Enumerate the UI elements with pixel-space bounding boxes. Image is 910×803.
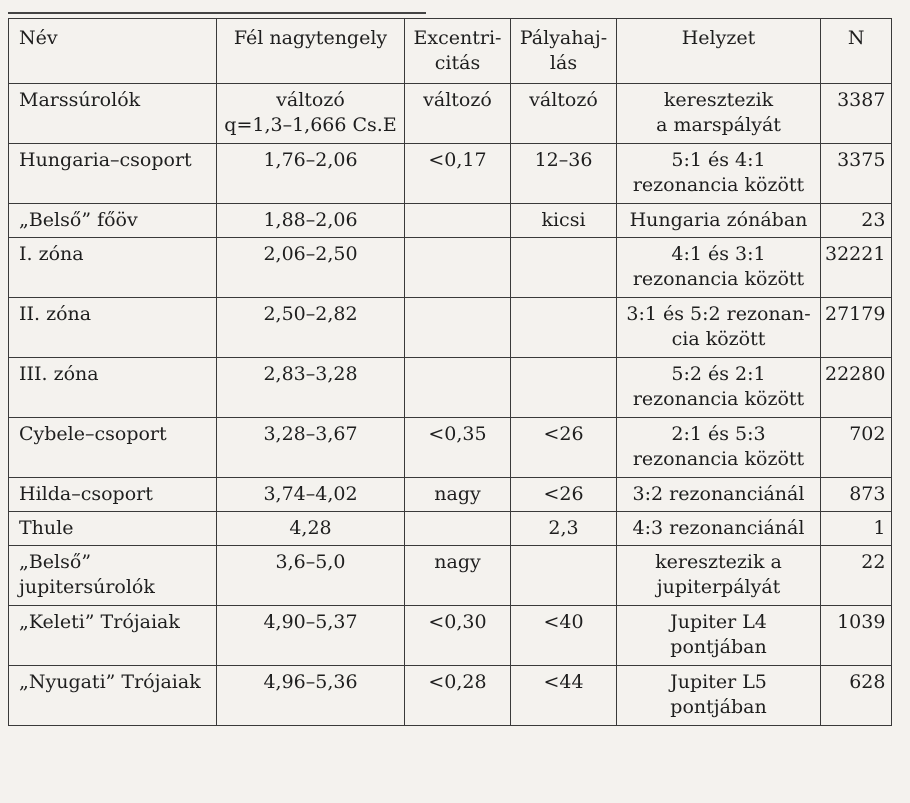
cell-semi-major-axis: 1,76–2,06: [217, 144, 405, 204]
cell-position: keresztezik a jupiterpályát: [617, 546, 821, 606]
cell-position: 3:1 és 5:2 rezonan- cia között: [617, 298, 821, 358]
header-name: Név: [9, 19, 217, 84]
asteroid-groups-table: [8, 18, 892, 726]
table-row: [9, 204, 892, 238]
cell-inclination: <26: [511, 418, 617, 478]
cell-inclination: <26: [511, 478, 617, 512]
cell-eccentricity: <0,17: [405, 144, 511, 204]
table-row: [9, 418, 892, 478]
cell-position: keresztezik a marspályát: [617, 84, 821, 144]
cell-eccentricity: [405, 512, 511, 546]
cell-position: 4:1 és 3:1 rezonancia között: [617, 238, 821, 298]
cell-name: Marssúrolók: [9, 84, 217, 144]
table-row: [9, 512, 892, 546]
cell-semi-major-axis: 2,83–3,28: [217, 358, 405, 418]
header-semi-major-axis: Fél nagytengely: [217, 19, 405, 84]
cell-semi-major-axis: 1,88–2,06: [217, 204, 405, 238]
cell-semi-major-axis: 2,50–2,82: [217, 298, 405, 358]
cell-name: „Belső” főöv: [9, 204, 217, 238]
cell-count: 32221: [821, 238, 892, 298]
cell-name: Thule: [9, 512, 217, 546]
table-row: [9, 478, 892, 512]
cell-position: 5:1 és 4:1 rezonancia között: [617, 144, 821, 204]
cell-inclination: [511, 238, 617, 298]
cell-name: II. zóna: [9, 298, 217, 358]
cell-eccentricity: <0,30: [405, 606, 511, 666]
cell-count: 1: [821, 512, 892, 546]
cell-eccentricity: [405, 204, 511, 238]
table-row: [9, 144, 892, 204]
top-rule: [8, 12, 426, 14]
cell-name: Hilda–csoport: [9, 478, 217, 512]
cell-eccentricity: [405, 358, 511, 418]
cell-semi-major-axis: 4,28: [217, 512, 405, 546]
cell-inclination: kicsi: [511, 204, 617, 238]
header-row: [9, 19, 892, 84]
cell-semi-major-axis: változó q=1,3–1,666 Cs.E: [217, 84, 405, 144]
cell-eccentricity: <0,35: [405, 418, 511, 478]
table-row: [9, 238, 892, 298]
cell-count: 22280: [821, 358, 892, 418]
table-row: [9, 666, 892, 726]
cell-inclination: [511, 358, 617, 418]
cell-inclination: <40: [511, 606, 617, 666]
header-inclination: Pályahaj-lás: [511, 19, 617, 84]
cell-count: 3387: [821, 84, 892, 144]
cell-position: 4:3 rezonanciánál: [617, 512, 821, 546]
cell-inclination: [511, 298, 617, 358]
cell-position: Hungaria zónában: [617, 204, 821, 238]
cell-name: Hungaria–csoport: [9, 144, 217, 204]
cell-eccentricity: nagy: [405, 478, 511, 512]
cell-position: Jupiter L5 pontjában: [617, 666, 821, 726]
table-row: [9, 358, 892, 418]
table-container: [8, 18, 892, 726]
header-eccentricity: Excentri-citás: [405, 19, 511, 84]
cell-name: „Nyugati” Trójaiak: [9, 666, 217, 726]
cell-count: 628: [821, 666, 892, 726]
cell-name: III. zóna: [9, 358, 217, 418]
header-count: N: [821, 19, 892, 84]
cell-inclination: <44: [511, 666, 617, 726]
cell-position: Jupiter L4 pontjában: [617, 606, 821, 666]
cell-semi-major-axis: 3,74–4,02: [217, 478, 405, 512]
cell-name: „Keleti” Trójaiak: [9, 606, 217, 666]
cell-count: 702: [821, 418, 892, 478]
cell-semi-major-axis: 2,06–2,50: [217, 238, 405, 298]
cell-name: Cybele–csoport: [9, 418, 217, 478]
table-row: [9, 84, 892, 144]
cell-position: 5:2 és 2:1 rezonancia között: [617, 358, 821, 418]
table-row: [9, 298, 892, 358]
cell-name: I. zóna: [9, 238, 217, 298]
cell-count: 1039: [821, 606, 892, 666]
cell-semi-major-axis: 3,28–3,67: [217, 418, 405, 478]
cell-eccentricity: [405, 298, 511, 358]
cell-eccentricity: változó: [405, 84, 511, 144]
cell-semi-major-axis: 4,90–5,37: [217, 606, 405, 666]
table-row: [9, 606, 892, 666]
cell-inclination: [511, 546, 617, 606]
cell-inclination: változó: [511, 84, 617, 144]
cell-name: „Belső” jupitersúrolók: [9, 546, 217, 606]
cell-semi-major-axis: 3,6–5,0: [217, 546, 405, 606]
cell-inclination: 2,3: [511, 512, 617, 546]
cell-inclination: 12–36: [511, 144, 617, 204]
cell-eccentricity: <0,28: [405, 666, 511, 726]
cell-eccentricity: nagy: [405, 546, 511, 606]
cell-eccentricity: [405, 238, 511, 298]
header-position: Helyzet: [617, 19, 821, 84]
cell-count: 23: [821, 204, 892, 238]
cell-semi-major-axis: 4,96–5,36: [217, 666, 405, 726]
cell-count: 27179: [821, 298, 892, 358]
cell-count: 3375: [821, 144, 892, 204]
table-row: [9, 546, 892, 606]
cell-count: 22: [821, 546, 892, 606]
cell-position: 2:1 és 5:3 rezonancia között: [617, 418, 821, 478]
cell-count: 873: [821, 478, 892, 512]
cell-position: 3:2 rezonanciánál: [617, 478, 821, 512]
